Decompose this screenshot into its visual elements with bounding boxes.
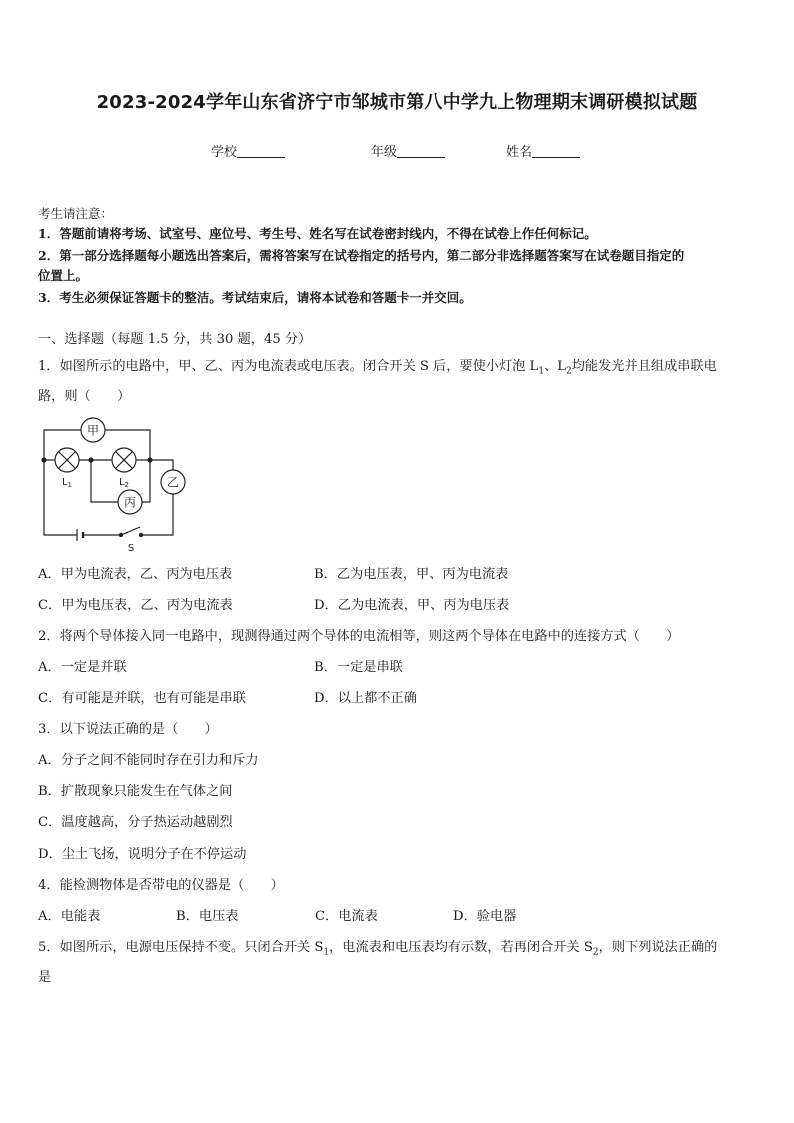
q1-option-b[interactable]: B．乙为电压表，甲、丙为电流表 — [314, 567, 509, 582]
q1-sub: 2 — [566, 366, 572, 377]
q1-text: 、L — [544, 359, 567, 374]
q4-option-b[interactable]: B．电压表 — [176, 909, 239, 924]
name-label: 姓名 — [506, 145, 533, 160]
notice-item: 位置上。 — [38, 268, 89, 283]
q4-option-a[interactable]: A．电能表 — [38, 909, 101, 924]
lamp-l1-label: $L_1$ — [61, 477, 73, 489]
name-field — [506, 141, 580, 160]
meter-jia-label: 甲 — [86, 423, 100, 438]
junction-dot — [42, 458, 46, 462]
question-3-stem: 3．以下说法正确的是（ ） — [38, 722, 218, 737]
notice-item: 1．答题前请将考场、试室号、座位号、考生号、姓名写在试卷密封线内，不得在试卷上作任何标记。 — [38, 226, 597, 241]
notice-heading: 考生请注意： — [38, 206, 114, 221]
q2-option-a[interactable]: A．一定是并联 — [38, 660, 127, 675]
q5-text: ，电流表和电压表均有示数，若再闭合开关 S — [329, 940, 593, 955]
grade-blank — [397, 144, 445, 158]
meter-bing-label: 丙 — [123, 495, 137, 510]
notice-item: 2．第一部分选择题每小题选出答案后，需将答案写在试卷指定的括号内，第二部分非选择题答案写在试卷题目指定的 — [38, 248, 685, 263]
wire — [142, 460, 150, 502]
q1-option-a[interactable]: A．甲为电流表，乙、丙为电压表 — [38, 567, 233, 582]
q3-option-c[interactable]: C．温度越高，分子热运动越剧烈 — [38, 815, 233, 830]
grade-label: 年级 — [371, 145, 398, 160]
wire — [105, 430, 150, 460]
q3-option-d[interactable]: D．尘土飞扬，说明分子在不停运动 — [38, 847, 247, 862]
section-heading: 一、选择题（每题 1.5 分，共 30 题，45 分） — [38, 332, 312, 347]
q3-option-a[interactable]: A．分子之间不能同时存在引力和斥力 — [38, 753, 259, 768]
name-blank — [532, 144, 580, 158]
meter-yi-label: 乙 — [166, 475, 180, 490]
switch-blade — [121, 527, 140, 535]
question-5-stem — [38, 936, 717, 958]
question-1-stem-cont: 路，则（ ） — [38, 389, 131, 404]
wire — [141, 494, 173, 535]
q5-text: ，则下列说法正确的 — [598, 940, 718, 955]
q5-text: 5．如图所示，电源电压保持不变。只闭合开关 S — [38, 940, 324, 955]
q5-sub: 2 — [592, 947, 599, 958]
junction-dot — [89, 458, 93, 462]
q1-option-c[interactable]: C．甲为电压表，乙、丙为电流表 — [38, 598, 233, 613]
q1-sub: 1 — [538, 366, 545, 377]
q3-option-b[interactable]: B．扩散现象只能发生在气体之间 — [38, 784, 233, 799]
school-field — [211, 141, 285, 160]
question-2-stem: 2．将两个导体接入同一电路中，现测得通过两个导体的电流相等，则这两个导体在电路中的连接方式（ ） — [38, 629, 680, 644]
grade-field — [371, 141, 445, 160]
q2-option-c[interactable]: C．有可能是并联，也有可能是串联 — [38, 691, 246, 706]
junction-dot — [148, 458, 152, 462]
wire — [136, 460, 173, 470]
q1-text: 均能发光并且组成串联电 — [571, 359, 717, 374]
notice-item: 3．考生必须保证答题卡的整洁。考试结束后，请将本试卷和答题卡一并交回。 — [38, 290, 472, 305]
page-title: 2023-2024学年山东省济宁市邹城市第八中学九上物理期末调研模拟试题 — [96, 92, 698, 113]
school-label: 学校 — [211, 145, 238, 160]
q2-option-b[interactable]: B．一定是串联 — [314, 660, 403, 675]
question-4-stem: 4．能检测物体是否带电的仪器是（ ） — [38, 878, 284, 893]
circuit-diagram — [38, 414, 198, 556]
q5-sub: 1 — [323, 947, 330, 958]
q4-option-c[interactable]: C．电流表 — [315, 909, 378, 924]
lamp-l2-label: $L_2$ — [118, 477, 130, 489]
q2-option-d[interactable]: D．以上都不正确 — [314, 691, 417, 706]
switch-label: S — [127, 543, 135, 554]
q1-option-d[interactable]: D．乙为电流表，甲、丙为电压表 — [314, 598, 510, 613]
question-1-stem — [38, 355, 717, 377]
q1-text: 1．如图所示的电路中，甲、乙、丙为电流表或电压表。闭合开关 S 后，要使小灯泡 L — [38, 359, 539, 374]
school-blank — [237, 144, 285, 158]
question-5-stem-cont: 是 — [38, 970, 52, 985]
q4-option-d[interactable]: D．验电器 — [453, 909, 517, 924]
